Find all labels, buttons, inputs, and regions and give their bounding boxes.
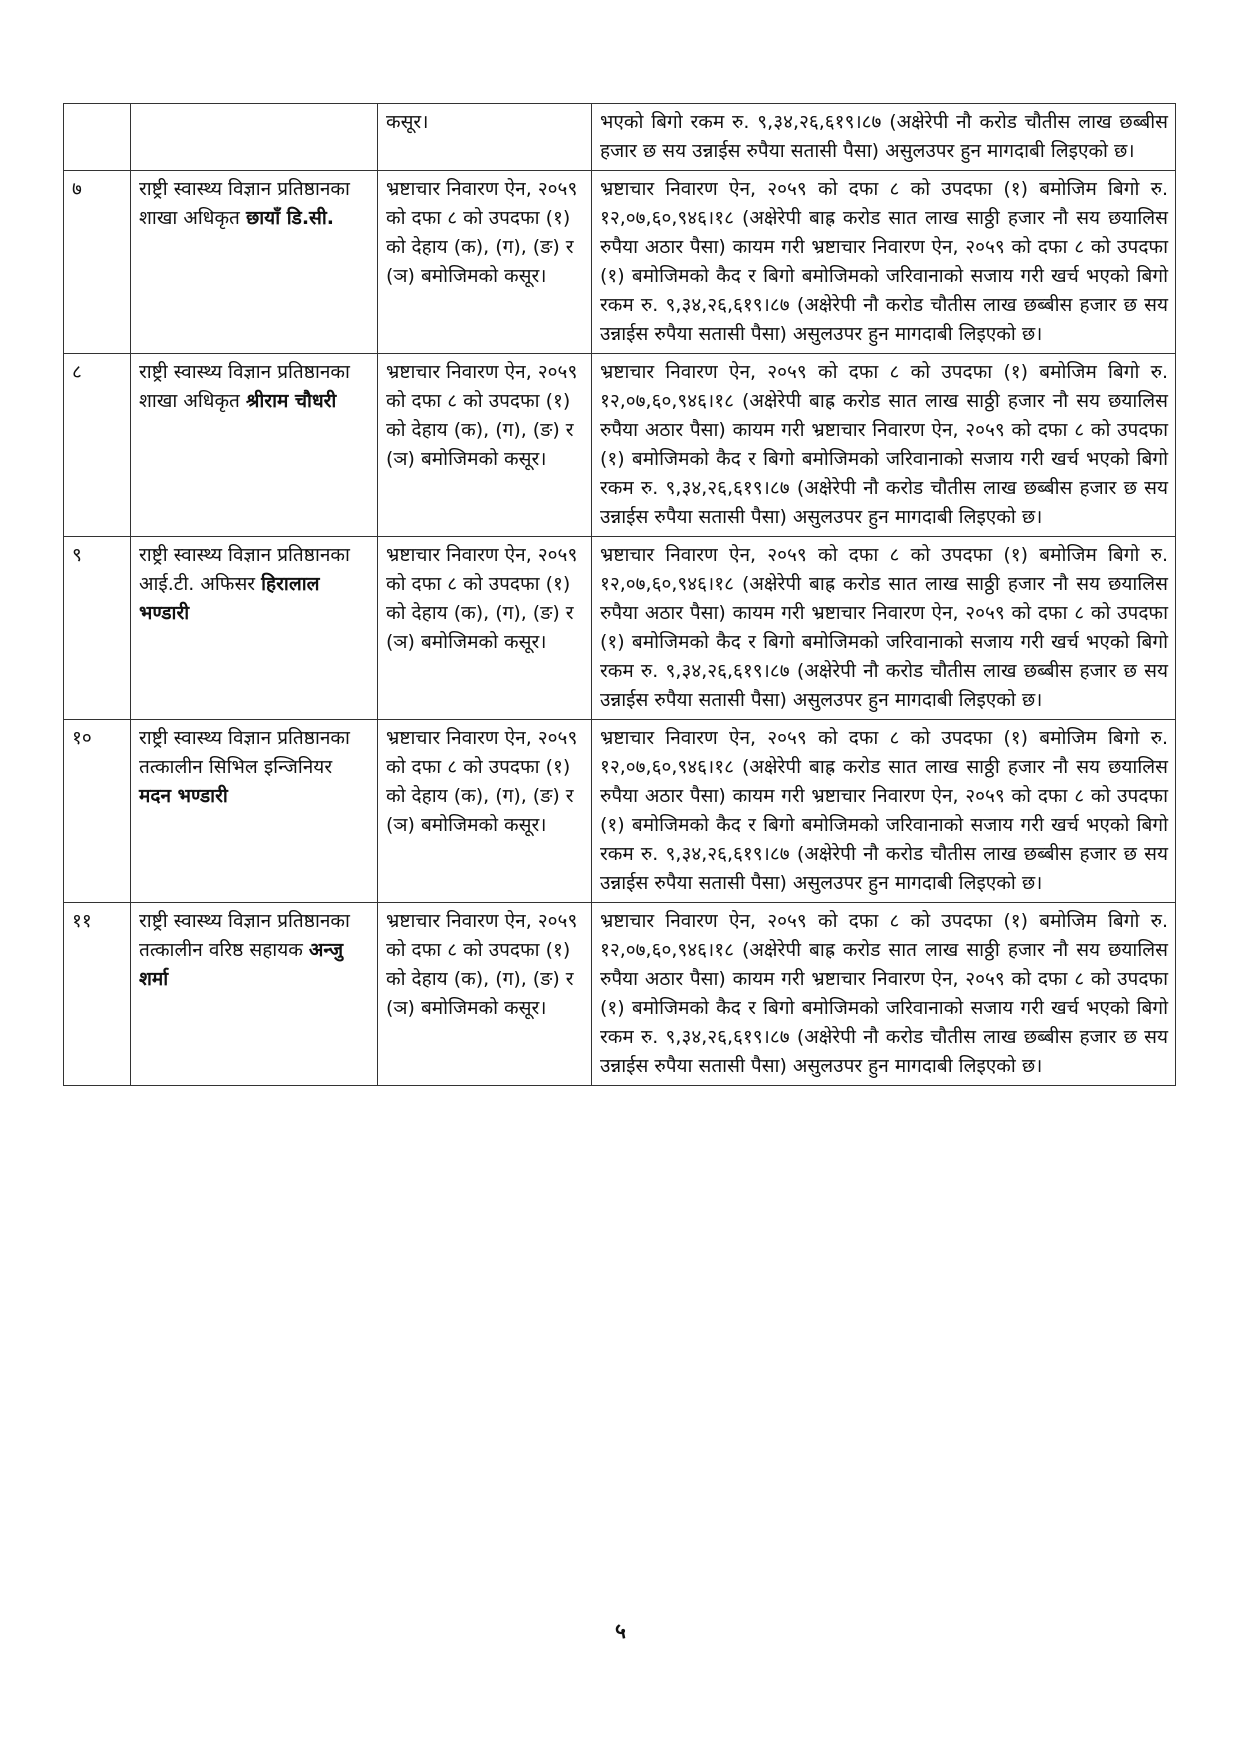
accused-designation: राष्ट्री स्वास्थ्य विज्ञान प्रतिष्ठानका शाखा अधिकृत xyxy=(139,361,350,412)
accused-cell xyxy=(131,171,378,354)
table-row xyxy=(64,903,1176,1086)
row-number: ११ xyxy=(64,903,131,1086)
accused-cell xyxy=(131,104,378,171)
row-number: ९ xyxy=(64,537,131,720)
table-row xyxy=(64,171,1176,354)
demand-cell: भ्रष्टाचार निवारण ऐन, २०५९ को दफा ८ को उपदफा (१) बमोजिम बिगो रु. १२,०७,६०,९४६।१८ (अक्षेरेपी बाह्र करोड सात लाख साठ्ठी हजार नौ सय छयालिस रुपैया अठार पैसा) कायम गरी भ्रष्टाचार निवारण ऐन, २०५९ को दफा ८ को उपदफा (१) बमोजिमको कैद र बिगो बमोजिमको जरिवानाको सजाय गरी खर्च भएको बिगो रकम रु. ९,३४,२६,६१९।८७ (अक्षेरेपी नौ करोड चौतीस लाख छब्बीस हजार छ सय उन्नाईस रुपैया सतासी पैसा) असुलउपर हुन मागदाबी लिइएको छ। xyxy=(592,720,1176,903)
accused-name: हिरालाल भण्डारी xyxy=(139,573,320,624)
row-number: १० xyxy=(64,720,131,903)
demand-cell: भ्रष्टाचार निवारण ऐन, २०५९ को दफा ८ को उपदफा (१) बमोजिम बिगो रु. १२,०७,६०,९४६।१८ (अक्षेरेपी बाह्र करोड सात लाख साठ्ठी हजार नौ सय छयालिस रुपैया अठार पैसा) कायम गरी भ्रष्टाचार निवारण ऐन, २०५९ को दफा ८ को उपदफा (१) बमोजिमको कैद र बिगो बमोजिमको जरिवानाको सजाय गरी खर्च भएको बिगो रकम रु. ९,३४,२६,६१९।८७ (अक्षेरेपी नौ करोड चौतीस लाख छब्बीस हजार छ सय उन्नाईस रुपैया सतासी पैसा) असुलउपर हुन मागदाबी लिइएको छ। xyxy=(592,537,1176,720)
accused-designation: राष्ट्री स्वास्थ्य विज्ञान प्रतिष्ठानका शाखा अधिकृत xyxy=(139,178,350,229)
row-number: ८ xyxy=(64,354,131,537)
page-number: ५ xyxy=(615,1619,626,1643)
accused-cell xyxy=(131,537,378,720)
demand-cell: भएको बिगो रकम रु. ९,३४,२६,६१९।८७ (अक्षेरेपी नौ करोड चौतीस लाख छब्बीस हजार छ सय उन्नाईस रुपैया सतासी पैसा) असुलउपर हुन मागदाबी लिइएको छ। xyxy=(592,104,1176,171)
table-row xyxy=(64,537,1176,720)
demand-cell: भ्रष्टाचार निवारण ऐन, २०५९ को दफा ८ को उपदफा (१) बमोजिम बिगो रु. १२,०७,६०,९४६।१८ (अक्षेरेपी बाह्र करोड सात लाख साठ्ठी हजार नौ सय छयालिस रुपैया अठार पैसा) कायम गरी भ्रष्टाचार निवारण ऐन, २०५९ को दफा ८ को उपदफा (१) बमोजिमको कैद र बिगो बमोजिमको जरिवानाको सजाय गरी खर्च भएको बिगो रकम रु. ९,३४,२६,६१९।८७ (अक्षेरेपी नौ करोड चौतीस लाख छब्बीस हजार छ सय उन्नाईस रुपैया सतासी पैसा) असुलउपर हुन मागदाबी लिइएको छ। xyxy=(592,171,1176,354)
accused-name: श्रीराम चौधरी xyxy=(245,390,337,412)
demand-cell: भ्रष्टाचार निवारण ऐन, २०५९ को दफा ८ को उपदफा (१) बमोजिम बिगो रु. १२,०७,६०,९४६।१८ (अक्षेरेपी बाह्र करोड सात लाख साठ्ठी हजार नौ सय छयालिस रुपैया अठार पैसा) कायम गरी भ्रष्टाचार निवारण ऐन, २०५९ को दफा ८ को उपदफा (१) बमोजिमको कैद र बिगो बमोजिमको जरिवानाको सजाय गरी खर्च भएको बिगो रकम रु. ९,३४,२६,६१९।८७ (अक्षेरेपी नौ करोड चौतीस लाख छब्बीस हजार छ सय उन्नाईस रुपैया सतासी पैसा) असुलउपर हुन मागदाबी लिइएको छ। xyxy=(592,354,1176,537)
accused-designation: राष्ट्री स्वास्थ्य विज्ञान प्रतिष्ठानका आई.टी. अफिसर xyxy=(139,544,350,595)
offense-cell: भ्रष्टाचार निवारण ऐन, २०५९ को दफा ८ को उपदफा (१) को देहाय (क), (ग), (ङ) र (ञ) बमोजिमको कसूर। xyxy=(378,354,592,537)
row-number xyxy=(64,104,131,171)
accused-cell xyxy=(131,720,378,903)
accused-name: अन्जु शर्मा xyxy=(139,939,344,990)
accused-cell xyxy=(131,354,378,537)
table-row xyxy=(64,720,1176,903)
offense-cell: कसूर। xyxy=(378,104,592,171)
offense-cell: भ्रष्टाचार निवारण ऐन, २०५९ को दफा ८ को उपदफा (१) को देहाय (क), (ग), (ङ) र (ञ) बमोजिमको कसूर। xyxy=(378,171,592,354)
table-row xyxy=(64,104,1176,171)
accused-designation: राष्ट्री स्वास्थ्य विज्ञान प्रतिष्ठानका तत्कालीन सिभिल इन्जिनियर xyxy=(139,727,350,778)
offense-cell: भ्रष्टाचार निवारण ऐन, २०५९ को दफा ८ को उपदफा (१) को देहाय (क), (ग), (ङ) र (ञ) बमोजिमको कसूर। xyxy=(378,903,592,1086)
demand-cell: भ्रष्टाचार निवारण ऐन, २०५९ को दफा ८ को उपदफा (१) बमोजिम बिगो रु. १२,०७,६०,९४६।१८ (अक्षेरेपी बाह्र करोड सात लाख साठ्ठी हजार नौ सय छयालिस रुपैया अठार पैसा) कायम गरी भ्रष्टाचार निवारण ऐन, २०५९ को दफा ८ को उपदफा (१) बमोजिमको कैद र बिगो बमोजिमको जरिवानाको सजाय गरी खर्च भएको बिगो रकम रु. ९,३४,२६,६१९।८७ (अक्षेरेपी नौ करोड चौतीस लाख छब्बीस हजार छ सय उन्नाईस रुपैया सतासी पैसा) असुलउपर हुन मागदाबी लिइएको छ। xyxy=(592,903,1176,1086)
charge-table xyxy=(63,103,1176,1086)
table-row xyxy=(64,354,1176,537)
accused-designation: राष्ट्री स्वास्थ्य विज्ञान प्रतिष्ठानका तत्कालीन वरिष्ठ सहायक xyxy=(139,910,350,961)
accused-name: मदन भण्डारी xyxy=(139,785,228,807)
accused-name: छायाँ डि.सी. xyxy=(245,207,335,229)
offense-cell: भ्रष्टाचार निवारण ऐन, २०५९ को दफा ८ को उपदफा (१) को देहाय (क), (ग), (ङ) र (ञ) बमोजिमको कसूर। xyxy=(378,537,592,720)
row-number: ७ xyxy=(64,171,131,354)
offense-cell: भ्रष्टाचार निवारण ऐन, २०५९ को दफा ८ को उपदफा (१) को देहाय (क), (ग), (ङ) र (ञ) बमोजिमको कसूर। xyxy=(378,720,592,903)
accused-cell xyxy=(131,903,378,1086)
